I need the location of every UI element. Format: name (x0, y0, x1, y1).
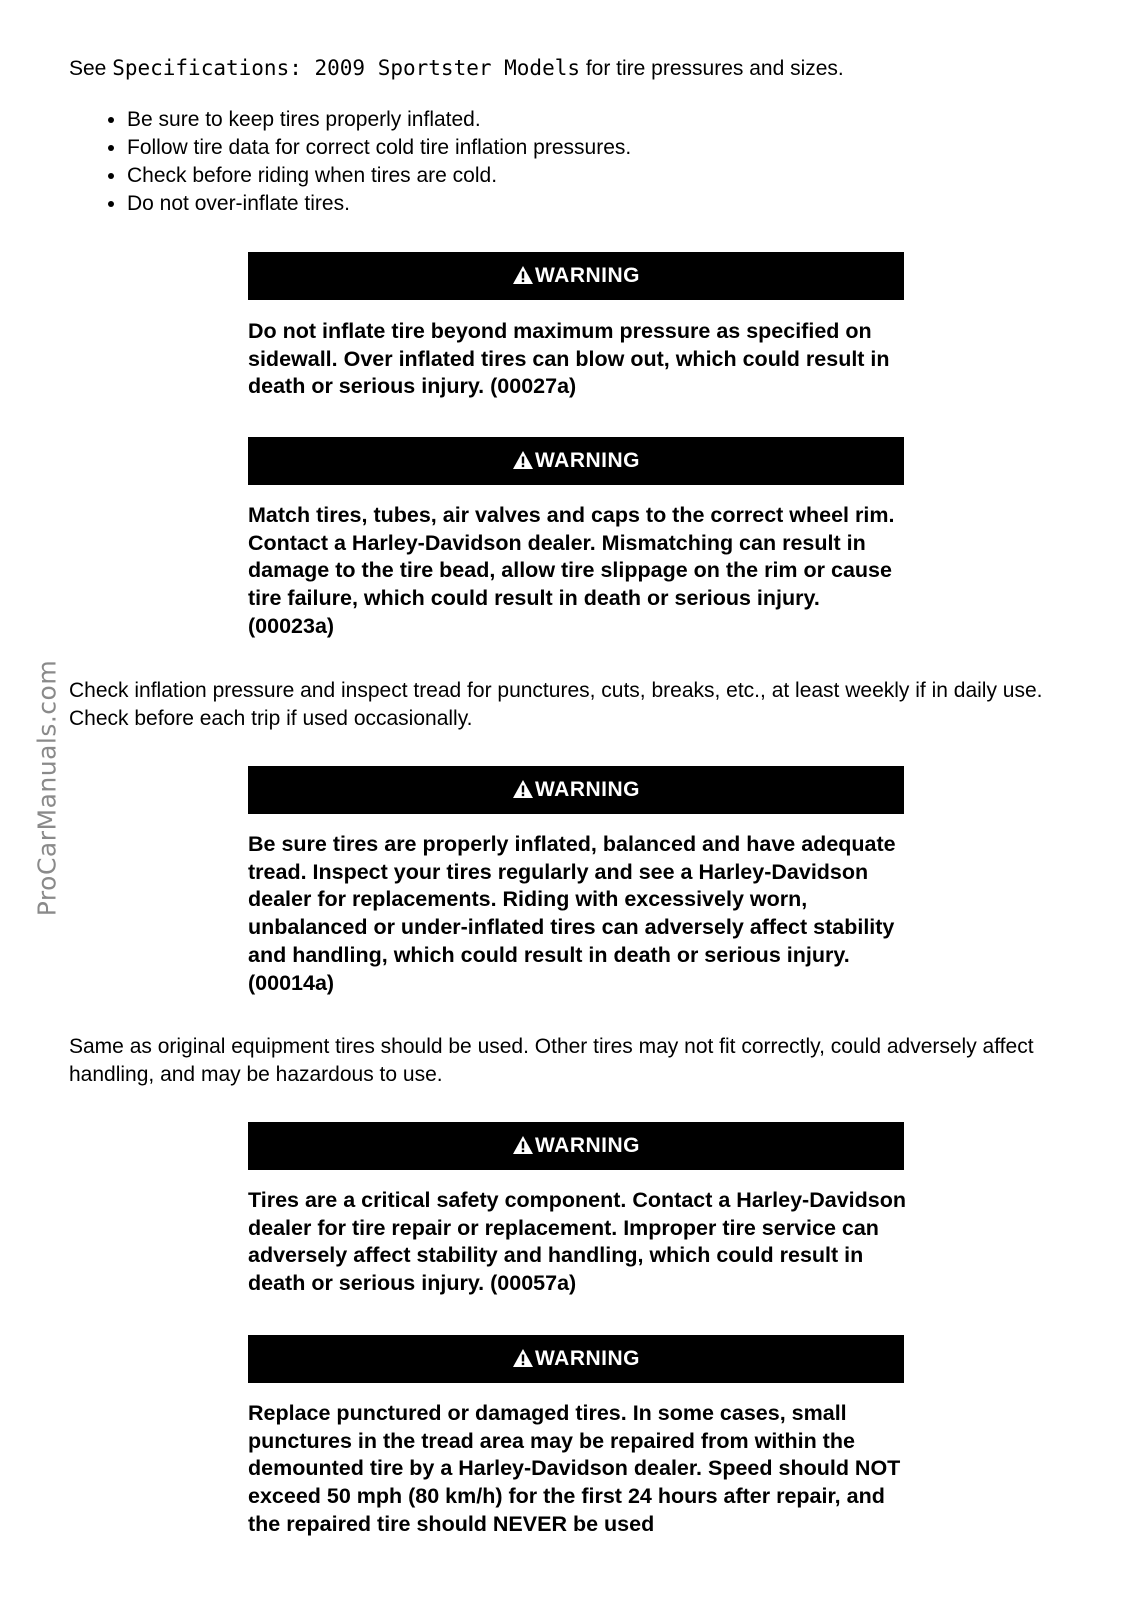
replacement-paragraph: Same as original equipment tires should be used. Other tires may not fit correctly, could adversely affect handling, and may be hazardous to use. (69, 1035, 1034, 1086)
list-item: • Be sure to keep tires properly inflated. (127, 106, 631, 134)
inspection-paragraph: Check inflation pressure and inspect tread for punctures, cuts, breaks, etc., at least weekly if in daily use. Check before each trip if used occasionally. (69, 679, 1043, 730)
warning-banner (248, 1122, 904, 1170)
warning-triangle-icon (512, 450, 534, 470)
warning-triangle-icon (512, 1348, 534, 1368)
warning-text: Be sure tires are properly inflated, balanced and have adequate tread. Inspect your tires regularly and see a Harley-Davidson dealer for replacements. Riding with excessively worn, unbalanced or under-inflated tires can adversely affect stability and handling, which could result in death or serious injury. (00014a) (248, 832, 896, 995)
warning-text: Replace punctured or damaged tires. In some cases, small punctures in the tread area may be repaired from within the demounted tire by a Harley-Davidson dealer. Speed should NOT exceed 50 mph (80 km/h) for the first 24 hours after repair, and the repaired tire should NEVER be used (248, 1401, 901, 1536)
warning-text: Tires are a critical safety component. Contact a Harley-Davidson dealer for tire repair or replacement. Improper tire service can adversely affect stability and handling, which could result in death or serious injury. (00057a) (248, 1188, 906, 1296)
warning-label: WARNING (535, 1347, 640, 1370)
warning-label: WARNING (535, 449, 640, 472)
warning-label: WARNING (535, 1134, 640, 1157)
intro-prefix: See (69, 57, 113, 80)
warning-triangle-icon (512, 779, 534, 799)
intro-suffix: for tire pressures and sizes. (580, 57, 844, 80)
spec-reference-link[interactable]: Specifications: 2009 Sportster Models (112, 56, 580, 80)
warning-label: WARNING (535, 778, 640, 801)
warning-text: Do not inflate tire beyond maximum pressure as specified on sidewall. Over inflated tires can blow out, which could result in death or serious injury. (00027a) (248, 319, 890, 399)
watermark: ProCarManuals.com (32, 659, 62, 917)
warning-banner (248, 252, 904, 300)
warning-banner (248, 1335, 904, 1383)
warning-banner (248, 766, 904, 814)
warning-triangle-icon (512, 265, 534, 285)
warning-banner (248, 437, 904, 485)
tire-tips-list (69, 106, 631, 218)
list-item: • Follow tire data for correct cold tire inflation pressures. (127, 134, 631, 162)
intro-paragraph (69, 55, 1079, 83)
list-item: • Check before riding when tires are cold. (127, 162, 631, 190)
warning-label: WARNING (535, 264, 640, 287)
warning-triangle-icon (512, 1135, 534, 1155)
warning-text: Match tires, tubes, air valves and caps to the correct wheel rim. Contact a Harley-Davidson dealer. Mismatching can result in damage to the tire bead, allow tire slippage on the rim or cause tire failure, which could result in death or serious injury. (00023a) (248, 503, 895, 638)
list-item: • Do not over-inflate tires. (127, 190, 631, 218)
